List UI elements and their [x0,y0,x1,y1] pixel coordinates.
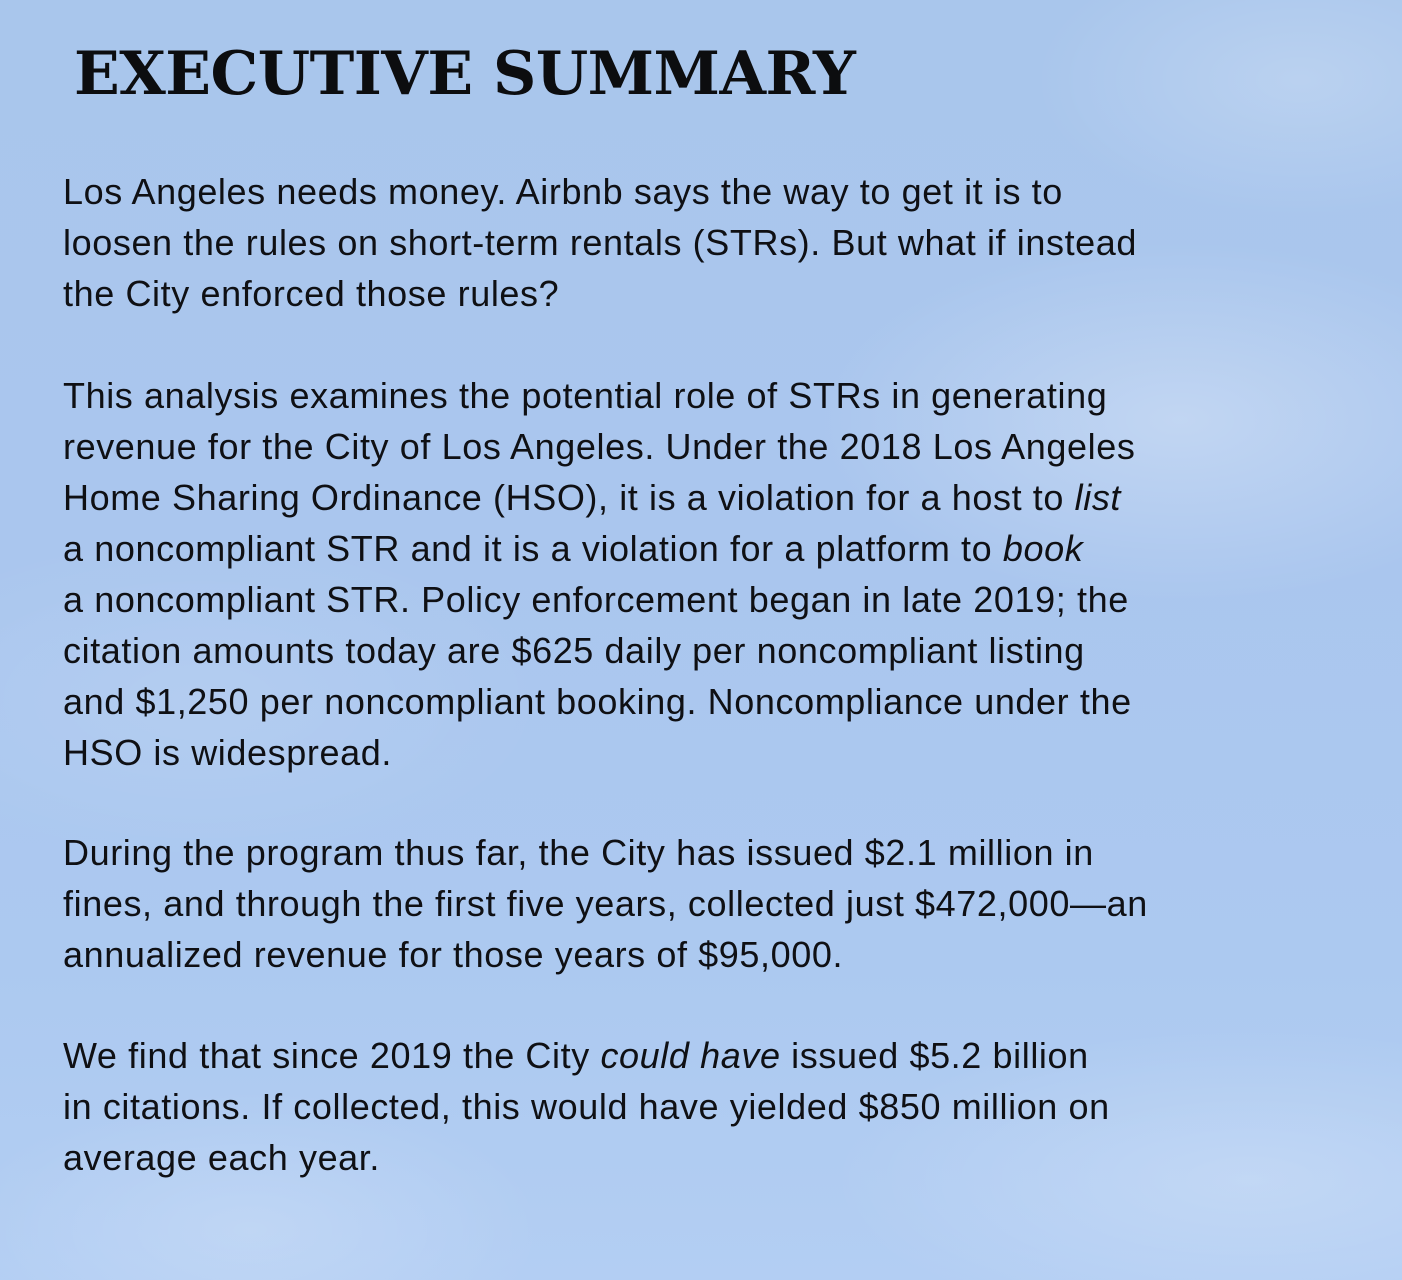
text-line: the City enforced those rules? [63,273,560,314]
text-segment: a noncompliant STR and it is a violation for a platform to [63,528,1003,569]
text-line: average each year. [63,1137,381,1178]
page-title: EXECUTIVE SUMMARY [74,39,856,109]
text-line: loosen the rules on short-term rentals (STRs). But what if instead [63,222,1138,263]
text-line: Los Angeles needs money. Airbnb says the way to get it is to [63,171,1063,212]
text-segment: Home Sharing Ordinance (HSO), it is a violation for a host to [63,477,1075,518]
emphasis-could-have: could have [600,1035,781,1076]
text-line [63,1030,1353,1081]
text-line: citation amounts today are $625 daily per noncompliant listing [63,630,1085,671]
text-line: revenue for the City of Los Angeles. Under the 2018 Los Angeles [63,426,1136,467]
text-segment: issued $5.2 billion [780,1035,1089,1076]
text-line [63,472,1353,523]
text-line: fines, and through the first five years, collected just $472,000—an [63,883,1148,924]
paragraph-findings [63,1030,1353,1183]
text-segment: We find that since 2019 the City [63,1035,601,1076]
text-line: a noncompliant STR. Policy enforcement began in late 2019; the [63,579,1129,620]
emphasis-book: book [1002,528,1084,569]
text-line: in citations. If collected, this would have yielded $850 million on [63,1086,1110,1127]
text-line: annualized revenue for those years of $95,000. [63,934,844,975]
emphasis-list: list [1074,477,1122,518]
text-line: This analysis examines the potential role of STRs in generating [63,375,1108,416]
text-line [63,523,1353,574]
text-line: HSO is widespread. [63,732,392,773]
text-line: During the program thus far, the City has issued $2.1 million in [63,832,1094,873]
text-line: and $1,250 per noncompliant booking. Noncompliance under the [63,681,1132,722]
paragraph-analysis [63,370,1353,778]
paragraph-fines [63,827,1353,980]
paragraph-intro [63,166,1353,319]
